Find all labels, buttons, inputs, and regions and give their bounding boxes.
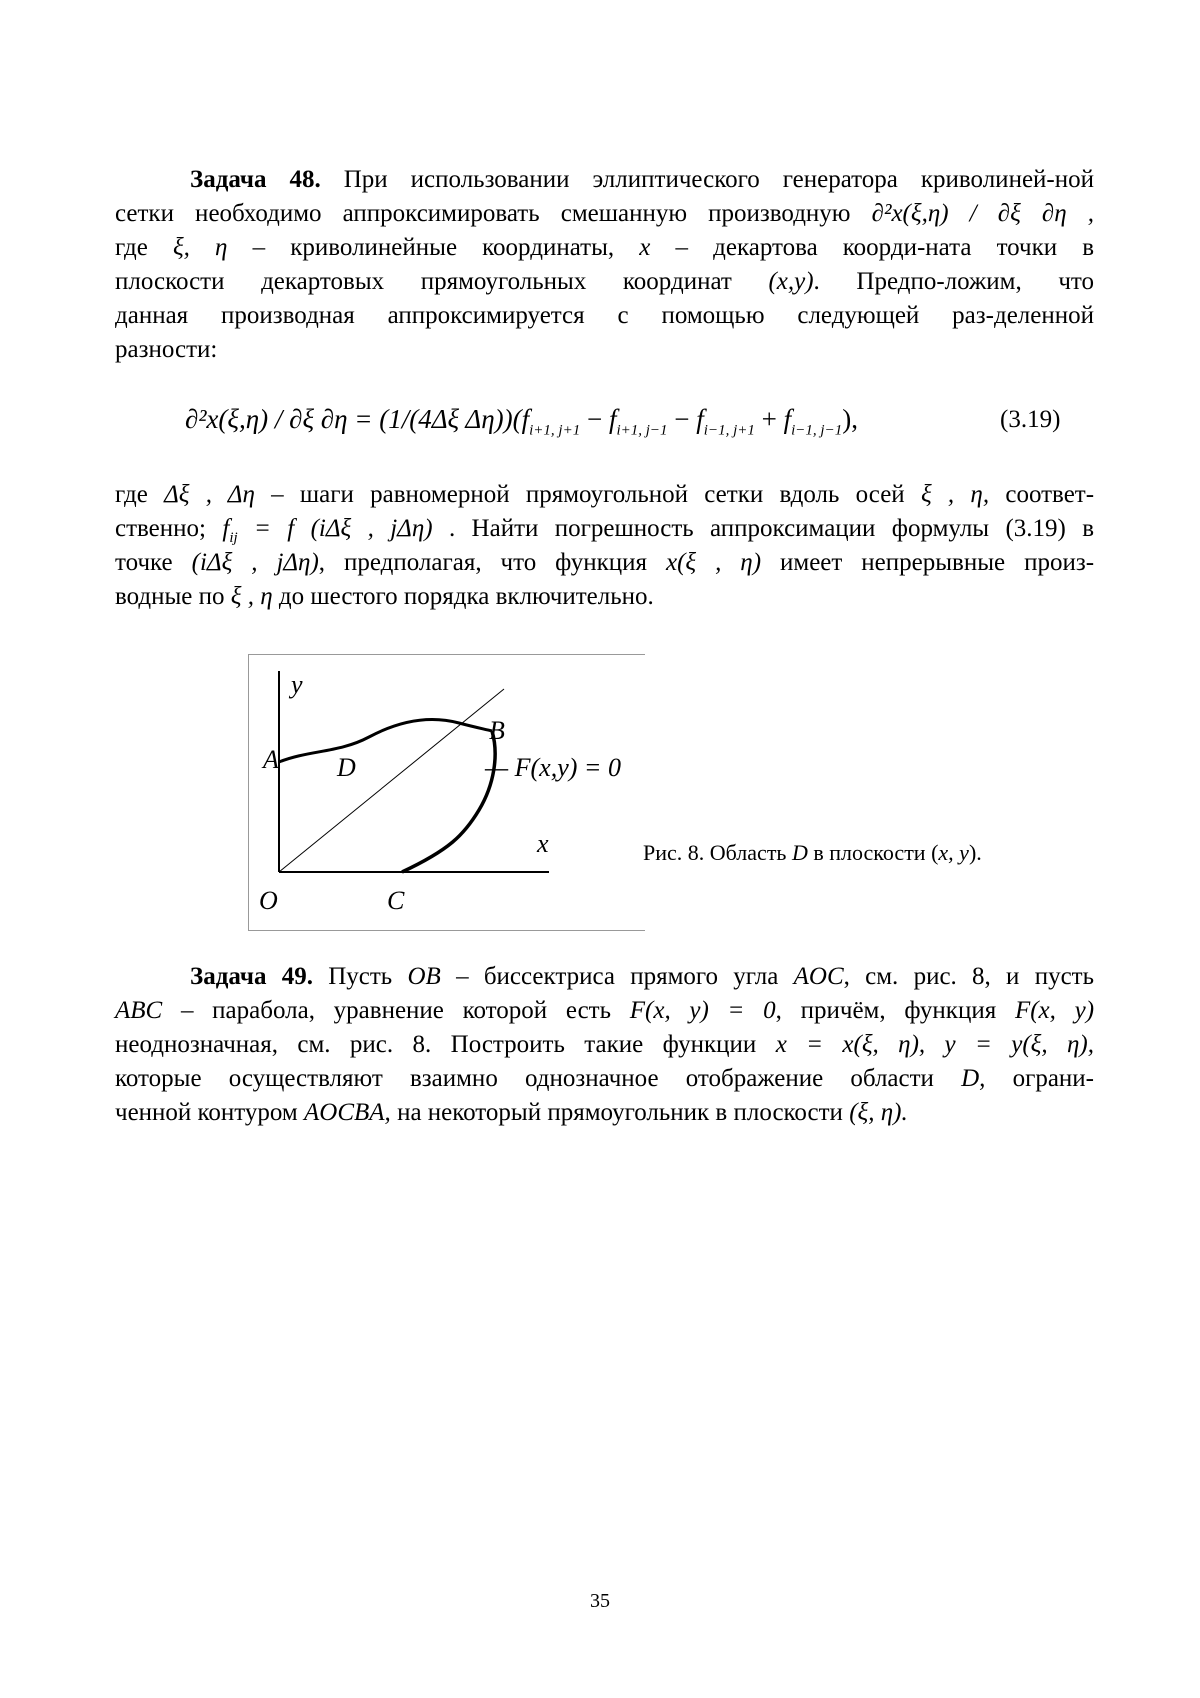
task48-continuation (115, 478, 1094, 614)
formula-op: + (754, 404, 784, 434)
figure-8-drawing (249, 655, 645, 930)
text: – декартова коорди-ната точки в (675, 234, 1095, 261)
text: неоднозначная, см. рис. 8. Построить такие функции (115, 1031, 757, 1058)
formula-op: − (580, 404, 609, 434)
label-O: O (259, 886, 278, 915)
label-C: C (387, 886, 405, 915)
formula-number: (3.19) (1000, 406, 1061, 433)
text: . Предпо-ложим, что (813, 268, 1094, 295)
math: Δξ , Δη (164, 481, 255, 508)
text: , предполагая, что функция (318, 549, 648, 576)
math: x(ξ , η) (666, 549, 762, 576)
task48-paragraph (115, 163, 1094, 367)
text: , см. рис. 8, и пусть (843, 963, 1095, 990)
formula-sub: i+1, j+1 (529, 422, 581, 439)
text: – парабола, уравнение которой есть (180, 997, 612, 1024)
formula-sub: i−1, j+1 (703, 422, 755, 439)
text: где (115, 234, 148, 261)
formula-f: f (783, 404, 792, 434)
text: данная производная аппроксимируется с помощью следующей раз-деленной (115, 302, 1094, 329)
figure-8 (248, 654, 645, 931)
formula-sub: i+1, j−1 (616, 422, 668, 439)
text: где (115, 481, 148, 508)
formula-end: ), (842, 404, 858, 434)
math: AOC (793, 963, 844, 990)
text: ограни- (1012, 1065, 1095, 1092)
math: F(x, y) (1014, 997, 1095, 1024)
task49-paragraph (115, 960, 1094, 1130)
task49-title: Задача 49. (190, 963, 313, 990)
text: . Найти погрешность аппроксимации формулы (3.19) в (448, 515, 1095, 542)
formula-f: f (521, 404, 530, 434)
math: = f (iΔξ , jΔη) (254, 515, 433, 542)
text: плоскости декартовых прямоугольных координат (115, 268, 732, 295)
math: x = x(ξ, η), y = y(ξ, η), (775, 1031, 1094, 1058)
text: – биссектриса прямого угла (456, 963, 779, 990)
label-D: D (337, 753, 356, 782)
text: которые осуществляют взаимно однозначное отображение области (115, 1065, 934, 1092)
math: ABC (115, 997, 163, 1024)
text: имеет непрерывные произ- (780, 549, 1095, 576)
formula-f: f (696, 404, 704, 434)
text: , причём, функция (775, 997, 997, 1024)
math: F(x, y) = 0 (629, 997, 776, 1024)
text: ченной контуром (115, 1099, 298, 1126)
math: x (639, 234, 651, 261)
formula-op: − (667, 404, 697, 434)
text: Пусть (328, 963, 393, 990)
text: сетки необходимо аппроксимировать смешанную производную (115, 200, 851, 227)
math: f (222, 515, 230, 542)
formula-sub: i−1, j−1 (791, 422, 843, 439)
formula-f: f (608, 404, 617, 434)
math: AOCBA, (304, 1099, 391, 1126)
math: D (791, 840, 808, 865)
text: – криволинейные координаты, (252, 234, 615, 261)
math: OB (407, 963, 441, 990)
math: ∂²x(ξ,η) / ∂ξ ∂η , (871, 200, 1095, 227)
text: При использовании эллиптического генератора криволиней-ной (343, 166, 1095, 193)
label-x: x (537, 829, 549, 858)
task48-title: Задача 48. (190, 166, 321, 193)
text: точке (115, 549, 173, 576)
text: в плоскости ( (813, 840, 939, 865)
text: на некоторый прямоугольник в плоскости (397, 1099, 843, 1126)
math-sub: ij (229, 530, 238, 546)
page-number: 35 (590, 1590, 610, 1612)
text: – шаги равномерной прямоугольной сетки вдоль осей (271, 481, 905, 508)
math: (x,y) (768, 268, 814, 295)
math: D, (961, 1065, 986, 1092)
curve-BC (402, 731, 495, 872)
text: разности: (115, 336, 218, 363)
label-B: B (489, 716, 505, 745)
curve-AB (279, 719, 492, 762)
label-F: — F(x,y) = 0 (485, 753, 621, 782)
math: x, y (938, 840, 969, 865)
formula-3-19 (185, 404, 858, 439)
bisector-OB (279, 689, 504, 872)
figure-caption (643, 840, 982, 866)
text: водные по (115, 583, 225, 610)
text: ственно; (115, 515, 206, 542)
label-A: A (263, 745, 279, 774)
text: ). (968, 840, 982, 865)
math: ξ , η, (920, 481, 990, 508)
text: соответ- (1005, 481, 1095, 508)
math: ξ , η (230, 583, 273, 610)
text: Рис. 8. Область (643, 840, 787, 865)
math: (ξ, η). (849, 1099, 908, 1126)
formula-lhs: ∂²x(ξ,η) / ∂ξ ∂η = (1/(4Δξ Δη))( (185, 404, 522, 434)
math: ξ, η (172, 234, 228, 261)
label-y: y (291, 670, 303, 699)
text: до шестого порядка включительно. (278, 583, 654, 610)
math: (iΔξ , jΔη) (191, 549, 319, 576)
